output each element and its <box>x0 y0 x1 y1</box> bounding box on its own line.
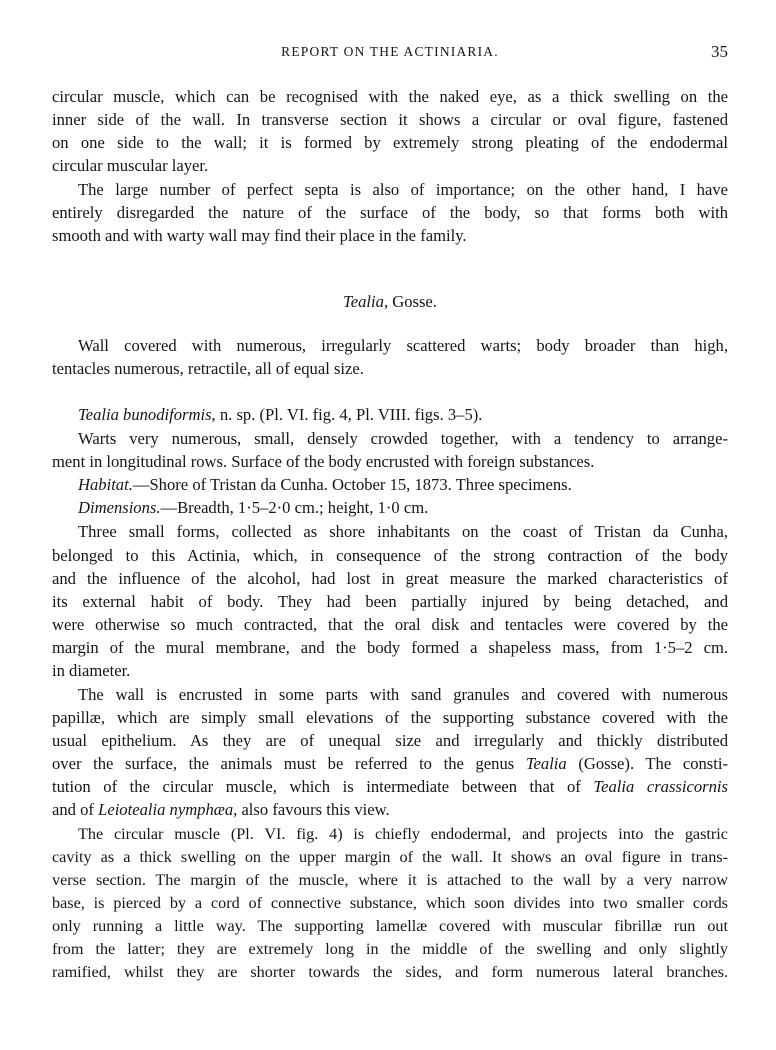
species-heading <box>78 404 728 426</box>
running-header <box>52 42 728 64</box>
text-span: over the surface, the animals must be referred to the genus <box>52 754 526 773</box>
species-reference: Leiotealia nymphæa <box>98 800 234 819</box>
text-line: verse section. The margin of the muscle, where it is attached to the wall by a very narrow <box>52 871 728 889</box>
text-span: and of <box>52 800 99 819</box>
text-line: only running a little way. The supporting lamellæ covered with muscular fibrillæ run out <box>52 917 728 935</box>
text-line: ramified, whilst they are shorter towards the sides, and form numerous lateral branches. <box>52 963 728 981</box>
text-line: The large number of perfect septa is also of importance; on the other hand, I have <box>78 180 728 199</box>
species-reference: Tealia crassicornis <box>593 777 728 796</box>
text-line: margin of the mural membrane, and the body formed a shapeless mass, from 1·5–2 cm. <box>52 638 728 657</box>
page-number: 35 <box>711 42 728 61</box>
genus-diagnosis-line: Wall covered with numerous, irregularly scattered warts; body broader than high, <box>78 336 728 355</box>
habitat-line <box>78 474 728 496</box>
species-name: Tealia bunodiformis <box>78 405 212 424</box>
text-line: entirely disregarded the nature of the surface of the body, so that forms both with <box>52 203 728 222</box>
habitat-text: —Shore of Tristan da Cunha. October 15, 1873. Three specimens. <box>132 475 572 494</box>
text-line: The circular muscle (Pl. VI. fig. 4) is chiefly endodermal, and projects into the gastric <box>78 825 728 843</box>
genus-author: , Gosse. <box>383 292 437 311</box>
text-line: in diameter. <box>52 661 131 680</box>
text-line: smooth and with warty wall may find their place in the family. <box>52 226 467 245</box>
text-line: ment in longitudinal rows. Surface of the body encrusted with foreign substances. <box>52 452 595 471</box>
habitat-label: Habitat. <box>78 475 133 494</box>
running-title: REPORT ON THE ACTINIARIA. <box>281 44 499 59</box>
genus-reference: Tealia <box>525 754 567 773</box>
text-line <box>52 799 728 821</box>
text-line: Warts very numerous, small, densely crowded together, with a tendency to arrange- <box>78 429 728 448</box>
text-line: and the influence of the alcohol, had lost in great measure the marked characteristics of <box>52 569 728 588</box>
text-line: usual epithelium. As they are of unequal size and irregularly and thickly distributed <box>52 731 728 750</box>
text-line <box>52 753 728 775</box>
text-line: belonged to this Actinia, which, in consequence of the strong contraction of the body <box>52 546 728 565</box>
genus-heading <box>52 291 728 313</box>
text-line: papillæ, which are simply small elevations of the supporting substance covered with the <box>52 708 728 727</box>
genus-diagnosis-line: tentacles numerous, retractile, all of equal size. <box>52 359 364 378</box>
text-line: inner side of the wall. In transverse section it shows a circular or oval figure, fastened <box>52 110 728 129</box>
text-line: cavity as a thick swelling on the upper margin of the wall. It shows an oval figure in trans- <box>52 848 728 866</box>
text-line: were otherwise so much contracted, that the oral disk and tentacles were covered by the <box>52 615 728 634</box>
text-line: on one side to the wall; it is formed by extremely strong pleating of the endodermal <box>52 133 728 152</box>
text-span: tution of the circular muscle, which is intermediate between that of <box>52 777 594 796</box>
dimensions-line <box>78 497 728 519</box>
text-line: Three small forms, collected as shore inhabitants on the coast of Tristan da Cunha, <box>78 522 728 541</box>
species-refs: , n. sp. (Pl. VI. fig. 4, Pl. VIII. figs. 3–5). <box>211 405 483 424</box>
genus-name: Tealia <box>343 292 384 311</box>
text-line: from the latter; they are extremely long in the middle of the swelling and only slightly <box>52 940 728 958</box>
text-line: base, is pierced by a cord of connective substance, which soon divides into two smaller cords <box>52 894 728 912</box>
text-span: , also favours this view. <box>233 800 390 819</box>
text-line <box>52 776 728 798</box>
dimensions-label: Dimensions. <box>78 498 161 517</box>
dimensions-text: —Breadth, 1·5–2·0 cm.; height, 1·0 cm. <box>160 498 429 517</box>
text-span: (Gosse). The consti- <box>566 754 728 773</box>
text-line: circular muscular layer. <box>52 156 209 175</box>
text-line: circular muscle, which can be recognised with the naked eye, as a thick swelling on the <box>52 87 728 106</box>
text-line: The wall is encrusted in some parts with sand granules and covered with numerous <box>78 685 728 704</box>
text-line: its external habit of body. They had been partially injured by being detached, and <box>52 592 728 611</box>
